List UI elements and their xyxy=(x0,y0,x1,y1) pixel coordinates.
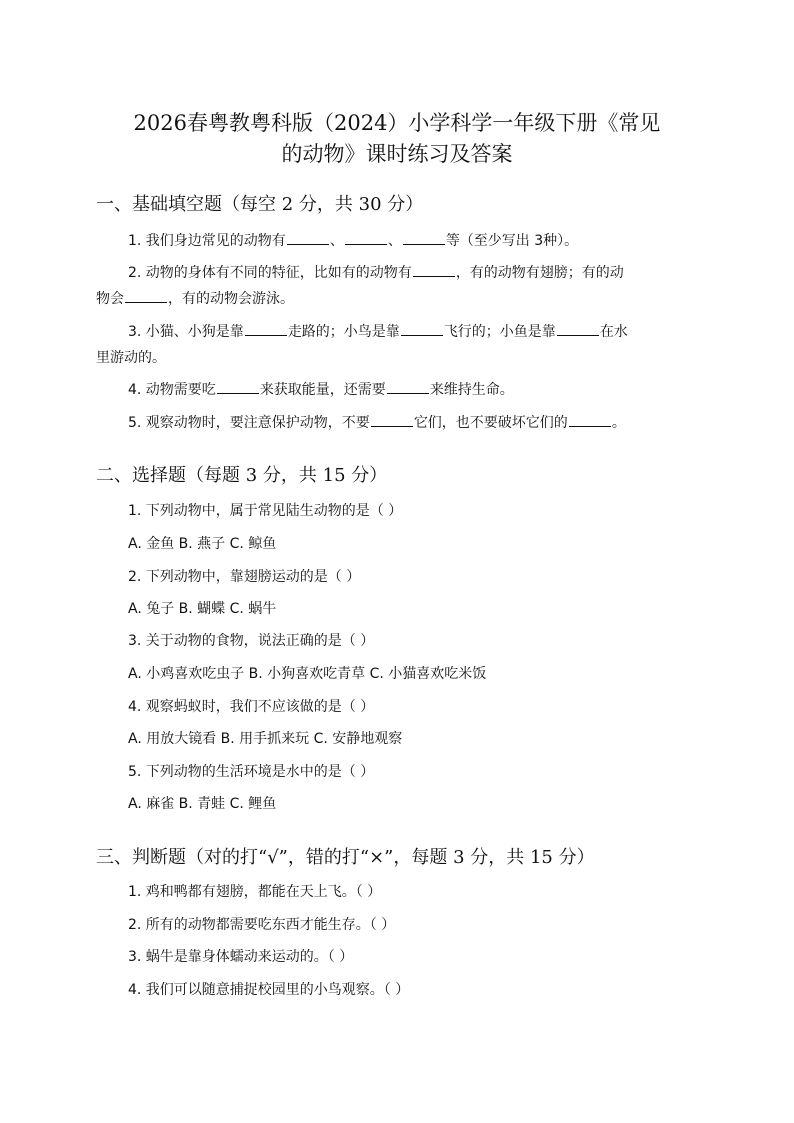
fill-question-4: 4. 动物需要吃 来获取能量，还需要 来维持生命。 xyxy=(128,382,514,398)
section-heading-choice: 二、选择题（每题 3 分，共 15 分） xyxy=(96,465,388,486)
answer-blank[interactable] xyxy=(413,263,455,277)
answer-blank[interactable] xyxy=(557,322,599,336)
answer-blank[interactable] xyxy=(403,231,445,245)
fill-question-3: 3. 小猫、小狗是靠 走路的；小鸟是靠 飞行的；小鱼是靠 在水 xyxy=(128,324,628,340)
answer-blank[interactable] xyxy=(245,322,287,336)
judge-question-4: 4. 我们可以随意捕捉校园里的小鸟观察。（ ） xyxy=(128,982,410,998)
answer-blank[interactable] xyxy=(371,413,413,427)
fill-question-5: 5. 观察动物时，要注意保护动物，不要 它们，也不要破坏它们的 。 xyxy=(128,415,626,431)
choice-options-2: A. 兔子 B. 蝴蝶 C. 蜗牛 xyxy=(128,601,277,617)
judge-question-1: 1. 鸡和鸭都有翅膀，都能在天上飞。（ ） xyxy=(128,884,382,900)
choice-question-1: 1. 下列动物中，属于常见陆生动物的是（ ） xyxy=(128,503,403,519)
judge-question-2: 2. 所有的动物都需要吃东西才能生存。（ ） xyxy=(128,917,396,933)
answer-blank[interactable] xyxy=(125,289,167,303)
document-title xyxy=(100,108,694,170)
choice-options-1: A. 金鱼 B. 燕子 C. 鲸鱼 xyxy=(128,536,277,552)
section-heading-judge: 三、判断题（对的打“√”，错的打“×”，每题 3 分，共 15 分） xyxy=(96,847,595,868)
choice-question-2: 2. 下列动物中，靠翅膀运动的是（ ） xyxy=(128,569,361,585)
answer-blank[interactable] xyxy=(345,231,387,245)
choice-question-3: 3. 关于动物的食物，说法正确的是（ ） xyxy=(128,633,375,649)
answer-blank[interactable] xyxy=(569,413,611,427)
answer-blank[interactable] xyxy=(287,231,329,245)
choice-question-5: 5. 下列动物的生活环境是水中的是（ ） xyxy=(128,764,375,780)
answer-blank[interactable] xyxy=(401,322,443,336)
section-heading-fill: 一、基础填空题（每空 2 分，共 30 分） xyxy=(96,194,424,215)
judge-question-3: 3. 蜗牛是靠身体蠕动来运动的。（ ） xyxy=(128,949,354,965)
answer-blank[interactable] xyxy=(217,380,259,394)
choice-options-4: A. 用放大镜看 B. 用手抓来玩 C. 安静地观察 xyxy=(128,731,403,747)
fill-question-2: 2. 动物的身体有不同的特征，比如有的动物有 ，有的动物有翅膀；有的动 xyxy=(128,265,624,281)
title-line-2: 的动物》课时练习及答案 xyxy=(281,142,513,166)
choice-question-4: 4. 观察蚂蚁时，我们不应该做的是（ ） xyxy=(128,699,375,715)
choice-options-3: A. 小鸡喜欢吃虫子 B. 小狗喜欢吃青草 C. 小猫喜欢吃米饭 xyxy=(128,666,487,682)
title-line-1: 2026春粤教粤科版（2024）小学科学一年级下册《常见 xyxy=(133,111,661,135)
choice-options-5: A. 麻雀 B. 青蛙 C. 鲤鱼 xyxy=(128,796,277,812)
fill-question-1: 1. 我们身边常见的动物有 、 、 等（至少写出 3种）。 xyxy=(128,233,579,249)
answer-blank[interactable] xyxy=(387,380,429,394)
fill-question-2-cont: 物会 ，有的动物会游泳。 xyxy=(96,291,294,307)
fill-question-3-cont: 里游动的。 xyxy=(96,350,166,366)
